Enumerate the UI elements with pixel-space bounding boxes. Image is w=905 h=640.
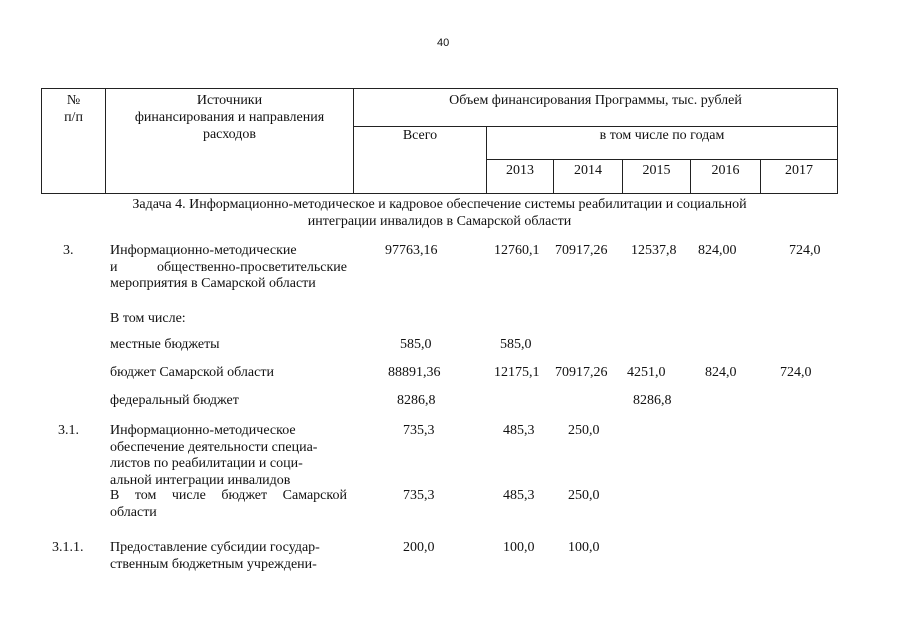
including-label: В том числе: [110,311,186,326]
year-2015-header: 2015 [642,163,671,178]
year-2016-header: 2016 [711,163,740,178]
value-2014: 250,0 [568,488,600,503]
description-line: Информационно-методические [110,243,297,258]
row-label: федеральный бюджет [110,393,239,408]
value-2014: 100,0 [568,540,600,555]
value-2017: 724,0 [789,243,821,258]
description-line: обеспечение деятельности специа- [110,439,318,455]
description-line: ственным бюджетным учреждени- [110,556,317,572]
value-2013: 100,0 [503,540,535,555]
total-value: 97763,16 [385,243,438,258]
num-header-line: № [66,93,81,108]
row-description [110,243,347,293]
divider [486,159,837,160]
row-description [110,488,347,521]
value-2017: 724,0 [780,365,812,380]
total-value: 735,3 [403,423,435,438]
value-2013: 485,3 [503,423,535,438]
value-2014: 70917,26 [555,243,608,258]
value-2013: 585,0 [500,337,532,352]
num-header-line: п/п [64,110,83,125]
word: числе [171,488,206,503]
task-heading-line: Задача 4. Информационно-методическое и кадровое обеспечение системы реабилитации и социальной [132,197,747,212]
value-2013: 12175,1 [494,365,540,380]
row-label: местные бюджеты [110,337,220,352]
table-header [41,88,838,194]
word: Самарской [282,488,347,503]
description-line: Информационно-методическое [110,423,296,438]
task-heading [41,196,838,230]
total-value: 200,0 [403,540,435,555]
row-label: бюджет Самарской области [110,365,274,380]
year-2014-header: 2014 [574,163,602,178]
description-line: области [110,504,157,520]
total-value: 88891,36 [388,365,441,380]
sources-header-line: Источники [196,93,263,108]
row-number: 3.1. [58,423,79,438]
row-number: 3. [63,243,74,258]
description-line: листов по реабилитации и соци- [110,456,303,471]
sources-column-header [106,92,353,143]
description-line: альной интеграции инвалидов [110,472,291,488]
row-number: 3.1.1. [52,540,84,555]
value-2014: 250,0 [568,423,600,438]
value-2015: 12537,8 [631,243,677,258]
num-column-header [42,92,105,126]
total-value: 735,3 [403,488,435,503]
value-2015: 4251,0 [627,365,666,380]
word: бюджет [221,488,268,503]
value-2013: 12760,1 [494,243,540,258]
word: том [134,488,157,503]
value-2013: 485,3 [503,488,535,503]
volume-header: Объем финансирования Программы, тыс. рублей [449,93,742,108]
by-years-header: в том числе по годам [599,128,725,143]
value-2015: 8286,8 [633,393,672,408]
total-value: 8286,8 [397,393,436,408]
total-value: 585,0 [400,337,432,352]
description-line: мероприятия в Самарской области [110,276,316,291]
word: общественно-просветительские [156,259,347,275]
year-2013-header: 2013 [506,163,534,178]
row-description [110,423,350,489]
task-heading-line: интеграции инвалидов в Самарской области [307,214,572,229]
sources-header-line: расходов [202,127,257,142]
year-2017-header: 2017 [785,163,813,178]
page-number: 40 [437,37,450,49]
word: В [110,488,120,503]
value-2016: 824,00 [698,243,737,258]
word: и [110,259,118,275]
row-description [110,540,355,573]
description-line [110,260,347,277]
description-line: Предоставление субсидии государ- [110,540,320,555]
total-header: Всего [402,128,438,143]
value-2014: 70917,26 [555,365,608,380]
value-2016: 824,0 [705,365,737,380]
description-line [110,488,347,505]
sources-header-line: финансирования и направления [134,110,325,125]
